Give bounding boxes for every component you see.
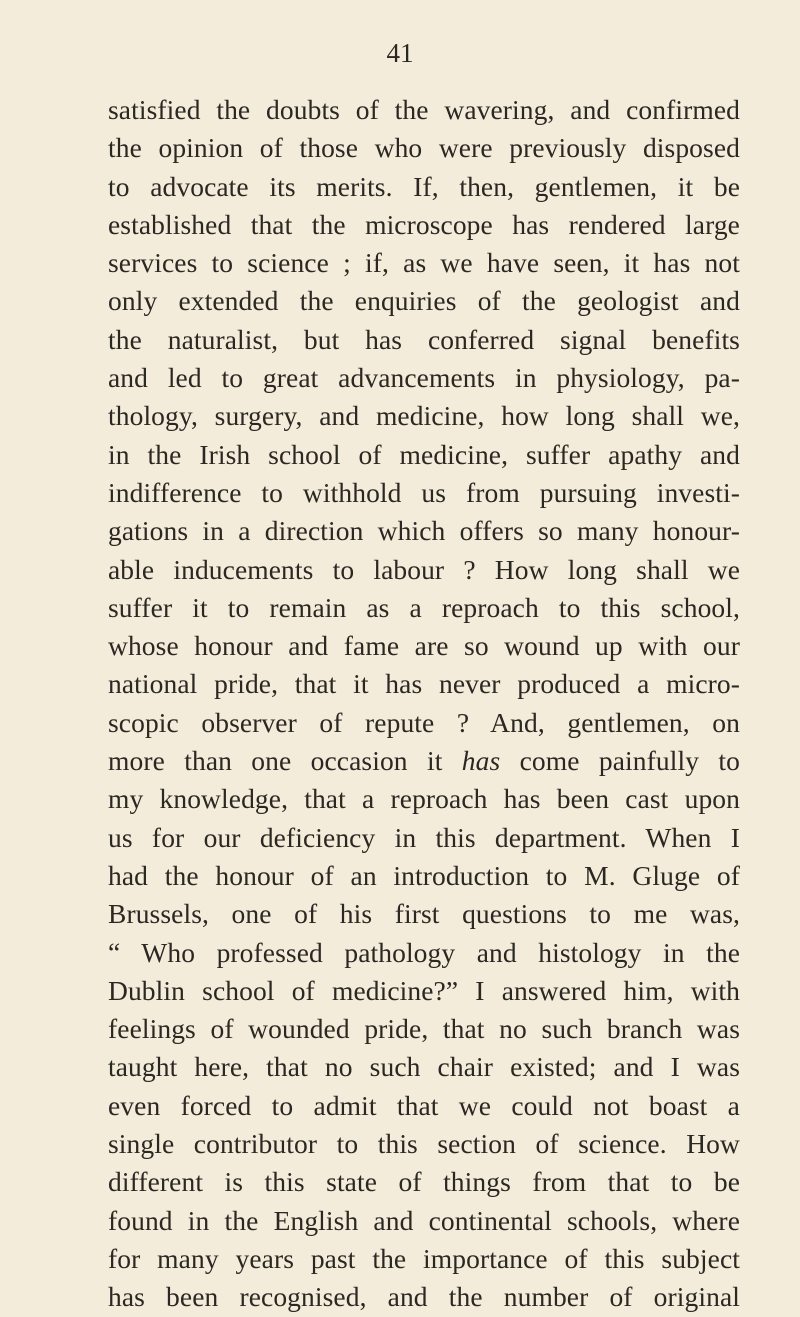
text-segment: has — [461, 745, 501, 777]
text-line — [108, 1202, 740, 1240]
text-line — [108, 91, 740, 129]
text-segment: the naturalist, but has conferred signal benefits — [108, 323, 740, 355]
text-line — [108, 474, 740, 512]
text-segment: satisfied the doubts of the wavering, and confirmed — [108, 94, 740, 125]
text-segment: single contributor to this section of science. How — [108, 1128, 740, 1160]
text-segment: found in the English and continental schools, where — [108, 1204, 740, 1236]
text-segment: suffer it to remain as a reproach to this school, — [108, 591, 740, 623]
text-line — [108, 129, 740, 167]
text-segment: more than one occasion it — [108, 745, 462, 777]
text-segment: had the honour of an introduction to M. Gluge of — [108, 859, 740, 891]
text-line — [108, 857, 740, 895]
text-segment: whose honour and fame are so wound up with our — [108, 630, 740, 662]
text-line — [108, 512, 740, 550]
text-segment: thology, surgery, and medicine, how long shall we, — [108, 400, 740, 432]
text-segment: indifference to withhold us from pursuing investi- — [108, 476, 740, 508]
text-segment: Dublin school of medicine?” I answered him, with — [108, 974, 740, 1006]
page-number: 41 — [386, 38, 414, 68]
text-line — [108, 589, 740, 627]
text-segment: Brussels, one of his first questions to me was, — [108, 898, 740, 930]
text-segment: the opinion of those who were previously disposed — [108, 132, 740, 164]
body-text — [108, 91, 740, 1317]
text-segment: my knowledge, that a reproach has been cast upon — [108, 783, 740, 815]
text-line — [108, 704, 740, 742]
text-segment: established that the microscope has rendered large — [108, 208, 740, 240]
text-segment: services to science ; if, as we have seen, it has not — [108, 247, 740, 279]
text-line — [108, 1278, 740, 1316]
text-line — [108, 780, 740, 818]
text-segment: us for our deficiency in this department. When I — [108, 821, 740, 853]
text-line — [108, 436, 740, 474]
text-segment: able inducements to labour ? How long shall we — [108, 553, 740, 585]
text-line — [108, 244, 740, 282]
text-line — [108, 819, 740, 857]
text-segment: taught here, that no such chair existed; and I was — [108, 1051, 740, 1083]
text-line — [108, 895, 740, 933]
text-segment: and led to great advancements in physiology, pa- — [108, 362, 740, 394]
text-segment: come painfully to — [500, 745, 740, 777]
text-line — [108, 168, 740, 206]
text-line — [108, 282, 740, 320]
text-line — [108, 321, 740, 359]
text-segment: scopic observer of repute ? And, gentlemen, on — [108, 706, 740, 738]
text-segment: national pride, that it has never produced a micro- — [108, 668, 740, 700]
text-segment: gations in a direction which offers so many honour- — [108, 515, 740, 547]
text-line — [108, 1125, 740, 1163]
text-segment: for many years past the importance of this subject — [108, 1242, 740, 1274]
text-line — [108, 1087, 740, 1125]
text-line — [108, 934, 740, 972]
text-segment: in the Irish school of medicine, suffer apathy and — [108, 438, 740, 470]
text-line — [108, 1048, 740, 1086]
text-line — [108, 1163, 740, 1201]
text-segment: to advocate its merits. If, then, gentlemen, it be — [108, 170, 740, 202]
text-segment: different is this state of things from that to be — [108, 1166, 740, 1198]
text-segment: even forced to admit that we could not boast a — [108, 1089, 740, 1121]
text-line — [108, 665, 740, 703]
text-line — [108, 206, 740, 244]
text-segment: feelings of wounded pride, that no such branch was — [108, 1013, 740, 1045]
text-segment: “ Who professed pathology and histology in the — [108, 936, 740, 968]
text-line — [108, 1240, 740, 1278]
text-line — [108, 359, 740, 397]
text-line — [108, 972, 740, 1010]
text-line — [108, 627, 740, 665]
text-line — [108, 742, 740, 780]
text-segment: only extended the enquiries of the geologist and — [108, 285, 740, 317]
text-line — [108, 1010, 740, 1048]
text-line — [108, 397, 740, 435]
text-line — [108, 551, 740, 589]
text-segment: has been recognised, and the number of original — [108, 1281, 740, 1313]
